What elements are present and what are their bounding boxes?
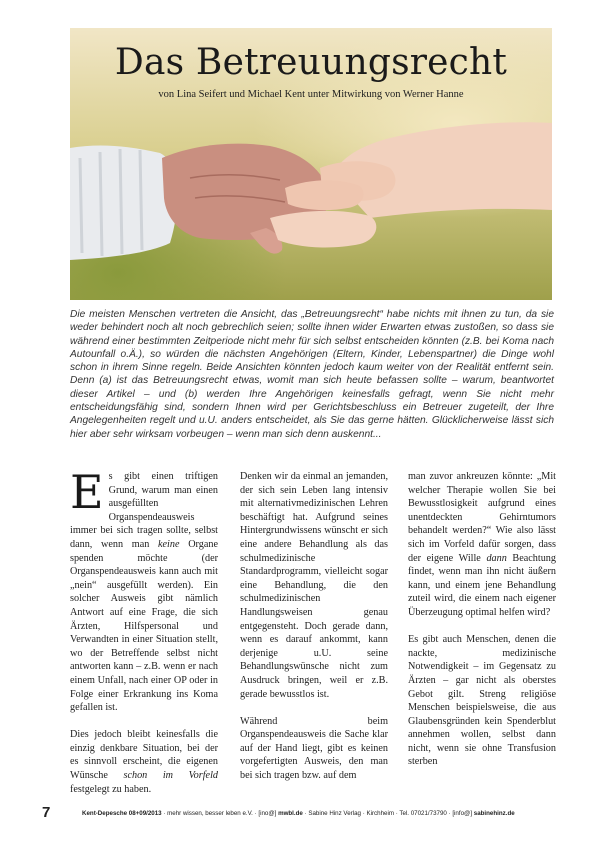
text-column-3 — [408, 470, 556, 783]
paragraph: Denken wir da einmal an jemanden, der sich sein Leben lang intensiv mit alternativmedizinischen Lehren beschäftigt hat. Aufgrund seines Hintergrundwissens wünscht er sich eine andere Behandlung als das schulmedizinische Standardprogramm, vielleicht sogar eine Behandlung, die den schulmedizinischen Handlungsweisen genau entgegensteht. Doch gerade dann, wenn es darauf ankommt, kann derjenige u.U. seine Behandlungswünsche nicht zum Ausdruck bringen, weil er z.B. gerade bewusstlos ist. — [240, 471, 388, 700]
emphasis: dann — [486, 552, 507, 564]
footer-publisher: · Sabine Hinz Verlag · Kirchheim · Tel. 07021/73790 · [info@] — [302, 810, 474, 817]
emphasis: schon im Vorfeld — [123, 770, 219, 782]
footer-publisher-link[interactable]: sabinehinz.de — [473, 810, 515, 817]
magazine-name: Kent-Depesche 08+09/2013 — [82, 810, 162, 817]
footer-line — [82, 810, 554, 817]
article-title: Das Betreuungsrecht — [114, 42, 508, 83]
drop-cap: E — [70, 465, 104, 519]
text-run: s gibt einen triftigen Grund, warum man einen ausgefüllten Organspendeausweis immer bei sich tragen sollte, selbst dann, wenn man — [70, 471, 218, 550]
page-footer — [42, 806, 557, 822]
paragraph — [70, 728, 218, 796]
paragraph: Es gibt auch Menschen, denen die nackte, medizinische Notwendigkeit – im Gegensatz zu Ärzten – gar nicht als oberstes Gebot gilt. Streng religiöse Menschen beispielsweise, die aus Glaubensgründen kein Spenderblut annehmen wollen, selbst dann nicht, wenn sie ohne Transfusion sterben — [408, 634, 556, 768]
paragraph — [70, 465, 218, 715]
text-run: Dies jedoch bleibt keinesfalls die einzig denkbare Situation, bei der es sinnvoll erscheint, die eigenen Wünsche — [70, 729, 218, 782]
text-run: festgelegt zu haben. — [70, 783, 152, 795]
footer-site-link[interactable]: mwbl.de — [278, 810, 303, 817]
page-number: 7 — [42, 804, 51, 821]
hero-image — [70, 28, 552, 300]
text-run: man zuvor ankreuzen könnte: „Mit welcher Therapie wollen Sie bei Bewusstlosigkeit aufgrund eines unentdeckten Gehirntumors behandelt werden?“ Wie also lässt sich im Vorfeld dafür sorgen, dass der eigene Wille — [408, 471, 556, 564]
text-column-2 — [240, 470, 388, 796]
article-byline: von Lina Seifert und Michael Kent unter Mitwirkung von Werner Hanne — [158, 89, 464, 100]
paragraph: Während beim Organspendeausweis die Sache klar auf der Hand liegt, gibt es keinen vorgefertigten Ausweis, den man bei sich tragen bzw. auf dem — [240, 715, 388, 782]
paragraph — [408, 470, 556, 620]
footer-tagline: · mehr wissen, besser leben e.V. · [ino@] — [161, 810, 279, 817]
text-run: Beachtung findet, wenn man ihn nicht äußern kann, und einem jene Behandlung zuteil wird, die einem nach eigener Überzeugung optimal helfen wird? — [408, 552, 556, 618]
text-column-1 — [70, 465, 219, 810]
text-run: Organe spenden möchte (der Organspendeausweis kann auch mit „nein“ ausgefüllt werden). Ein solcher Ausweis gibt nämlich Antwort auf eine Frage, die sich Ärzten, Hilfspersonal und Verwandten in einer Situation stellt, wo der Betreffende selbst nicht antworten kann – z.B. wenn er nach einem Unfall, nach einer OP oder in Folge einer Erkrankung ins Koma gefallen ist. — [70, 538, 218, 714]
emphasis: keine — [158, 538, 180, 550]
article-intro: Die meisten Menschen vertreten die Ansicht, das „Betreuungsrecht“ habe nichts mit ihnen zu tun, da sie weder behindert noch alt noch gebrechlich seien; sollte ihnen wider Erwarten etwas zustoßen, so dass sie während einer bestimmten Zeitperiode nicht mehr für sich selbst entscheiden könnten (z.B. bei Koma nach Autounfall o.Ä.), so würden die nächsten Angehörigen (Eltern, Kinder, Lebenspartner) die Dinge wohl schon in ihrem Sinne regeln. Beide Ansichten könnten jedoch kaum weiter von der Realität entfernt sein. Denn (a) ist das Betreuungsrecht etwas, womit man sich heute befassen sollte – warum, beantwortet dieser Artikel – und (b) werden Ihre Angehörigen keinesfalls gefragt, wenn Sie nicht mehr entscheidungsfähig sind, sondern Ihnen wird per Gerichtsbeschluss ein Betreuer zugeteilt, der Ihre Angelegenheiten regelt und u.U. anders entscheidet, als Sie das gerne hätten. Glücklicherweise lässt sich hier aber sehr wirksam vorbeugen – wenn man sich denn auskennt... — [70, 309, 554, 440]
